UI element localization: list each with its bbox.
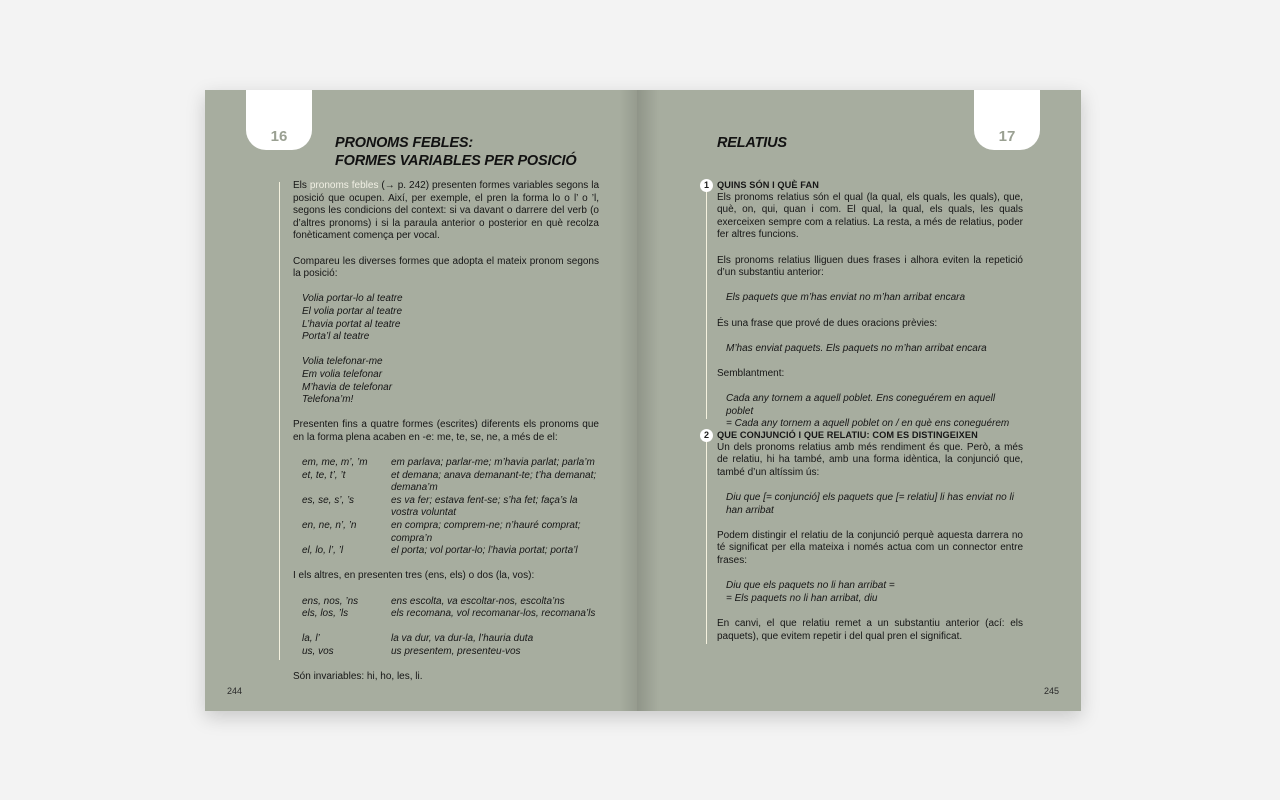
left-page — [205, 90, 637, 711]
margin-rule — [279, 182, 280, 660]
table-row: ens, nos, ’ns ens escolta, va escoltar-nos, escolta’ns — [302, 595, 565, 607]
example-line: Diu que els paquets no li han arribat = — [726, 580, 895, 592]
compare-paragraph: Compareu les diverses formes que adopta el mateix pronom segons la posició: — [293, 255, 599, 280]
margin-rule — [706, 441, 707, 644]
intro-paragraph: Els pronoms febles (→ p. 242) presenten formes variables segons la posició que ocupen. Així, per exemple, el pren la forma lo o l’ o ’l, segons les condicions del context: si va davant o darrere del verb (o d’altres pronoms) i si la paraula anterior o posterior en què recolza fonèticament comença per vocal. — [293, 180, 600, 242]
book-spread — [205, 90, 1081, 711]
page-title: RELATIUS — [717, 135, 787, 151]
page-tab — [246, 90, 312, 150]
section-2: QUE CONJUNCIÓ I QUE RELATIU: COM ES DISTINGEIXEN Un dels pronoms relatius amb més rendiment és que. Però, a més de relatiu, hi ha també, amb una forma idèntica, la conjunció que, també d’un altíssim ús: Diu que [= conjunció] els paquets que [= relatiu] li has enviat no li han arribat Podem distingir el relatiu de la conjunció perquè aquesta darrera no té significat per ella mateixa i només actua com un connector entre frases: Diu que els paquets no li han arribat = = Els paquets no li han arribat, diu En canvi, el que relatiu remet a un substantiu anterior (ací: els paquets), que evitem repetir i del qual pren el significat. — [717, 430, 1023, 642]
pronoms-febles-link[interactable]: pronoms febles — [309, 180, 379, 191]
four-forms-paragraph: Presenten fins a quatre formes (escrites) diferents els pronoms que en la forma plena acaben en -e: me, te, se, ne, a més de el: — [293, 419, 599, 443]
examples-el: Volia portar-lo al teatre El volia portar al teatre L’havia portat al teatre Porta’l al teatre — [302, 293, 403, 343]
tab-number: 17 — [998, 128, 1016, 145]
section-heading: QUE CONJUNCIÓ I QUE RELATIU: COM ES DISTINGEIXEN — [717, 430, 978, 440]
four-forms-table — [293, 457, 599, 558]
table-row: es, se, s’, ’s es va fer; estava fent-se; s’ha fet; faça’s la vostra voluntat — [302, 494, 578, 519]
page-title: PRONOMS FEBLES: FORMES VARIABLES PER POSICIÓ — [335, 135, 577, 169]
table-row: el, lo, l’, ’l el porta; vol portar-lo; l’havia portat; porta’l — [302, 545, 578, 557]
example-line: = Cada any tornem a aquell poblet on / en què ens coneguérem — [726, 418, 1010, 430]
section-1: QUINS SÓN I QUÈ FAN Els pronoms relatius són el qual (la qual, els quals, les quals), que, què, on, qui, quan i com. El qual, la qual, els quals, les quals exerceixen sempre com a relatius. La resta, a més de relatius, poder fer altres funcions. Els pronoms relatius lliguen dues frases i alhora eviten la repetició d’un substantiu anterior: Els paquets que m’has enviat no m’han arribat encara És una frase que prové de dues oracions prèvies: M’has enviat paquets. Els paquets no m’han arribat encara Semblantment: Cada any tornem a aquell poblet. Ens coneguérem en aquell poblet = Cada any tornem a aquell poblet on / en què ens coneguérem — [717, 180, 1023, 430]
table-row: en, ne, n’, ’n en compra; comprem-ne; n’hauré comprat; compra’n — [302, 520, 581, 544]
table-row: els, los, ’ls els recomana, vol recomanar-los, recomana’ls — [302, 608, 596, 620]
section-number-badge: 2 — [700, 429, 713, 442]
gutter-shadow — [619, 90, 637, 711]
section-heading: QUINS SÓN I QUÈ FAN — [717, 180, 819, 190]
table-row: em, me, m’, ’m em parlava; parlar-me; m’havia parlat; parla’m — [302, 457, 595, 469]
page-tab — [974, 90, 1040, 150]
example-line: = Els paquets no li han arribat, diu — [726, 592, 878, 604]
gutter-shadow — [637, 90, 659, 711]
example-line: M’has enviat paquets. Els paquets no m’han arribat encara — [726, 342, 987, 354]
table-row: us, vos us presentem, presenteu-vos — [302, 645, 521, 657]
invariables-paragraph: Són invariables: hi, ho, les, li. — [293, 671, 423, 683]
example-line: Diu que [= conjunció] els paquets que [= relatiu] li has enviat no li han arribat — [726, 491, 1014, 516]
table-row: la, l’ la va dur, va dur-la, l’hauria duta — [302, 633, 534, 645]
right-page — [637, 90, 1081, 711]
table-row: et, te, t’, ’t et demana; anava demanant-te; t’ha demanat; demana’m — [302, 469, 597, 494]
page-folio: 244 — [227, 686, 243, 696]
margin-rule — [706, 191, 707, 419]
left-body — [293, 180, 599, 684]
three-forms-table — [293, 596, 599, 621]
two-forms-table — [293, 633, 599, 658]
three-forms-paragraph: I els altres, en presenten tres (ens, els) o dos (la, vos): — [293, 570, 535, 582]
examples-em: Volia telefonar-me Em volia telefonar M’havia de telefonar Telefona’m! — [302, 356, 393, 406]
page-folio: 245 — [1044, 686, 1060, 696]
example-line: Els paquets que m’has enviat no m’han arribat encara — [726, 292, 966, 304]
example-line: Cada any tornem a aquell poblet. Ens coneguérem en aquell poblet — [726, 393, 996, 417]
tab-number: 16 — [270, 128, 288, 145]
section-number-badge: 1 — [700, 179, 713, 192]
